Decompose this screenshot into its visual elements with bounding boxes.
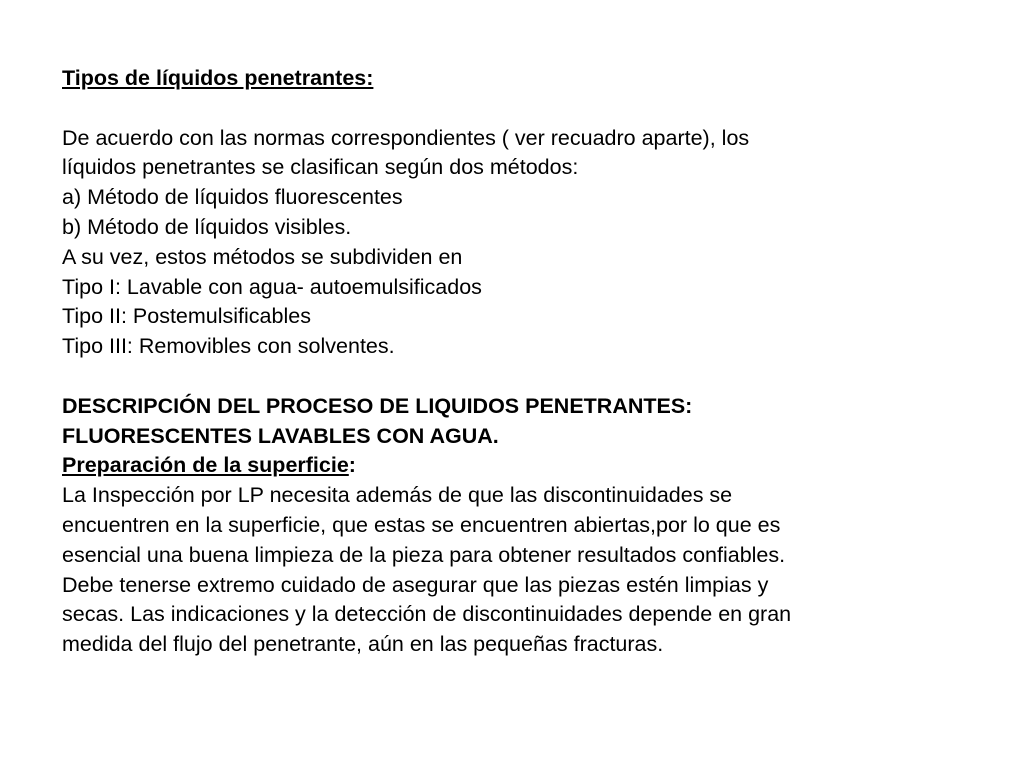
- body-line: A su vez, estos métodos se subdividen en: [62, 244, 463, 269]
- body-line: Tipo II: Postemulsificables: [62, 304, 311, 329]
- subheading-colon: :: [348, 453, 356, 478]
- body-line: b) Método de líquidos visibles.: [62, 214, 352, 239]
- subheading-line: [62, 451, 1002, 481]
- body-line: encuentren en la superficie, que estas se encuentren abiertas,por lo que es: [62, 512, 781, 537]
- body-line: Debe tenerse extremo cuidado de asegurar que las piezas estén limpias y: [62, 572, 769, 597]
- body-line: Tipo III: Removibles con solventes.: [62, 334, 395, 359]
- section-title: Tipos de líquidos penetrantes:: [62, 66, 374, 90]
- spacer: [62, 362, 1002, 392]
- process-heading: DESCRIPCIÓN DEL PROCESO DE LIQUIDOS PENETRANTES:: [62, 393, 693, 418]
- body-line: secas. Las indicaciones y la detección de discontinuidades depende en gran: [62, 602, 792, 627]
- spacer: [62, 94, 1002, 124]
- body-line: esencial una buena limpieza de la pieza para obtener resultados confiables.: [62, 542, 786, 567]
- body-line: De acuerdo con las normas correspondientes ( ver recuadro aparte), los: [62, 125, 750, 150]
- body-line: medida del flujo del penetrante, aún en las pequeñas fracturas.: [62, 632, 664, 657]
- body-line: Tipo I: Lavable con agua- autoemulsificados: [62, 274, 482, 299]
- body-line: La Inspección por LP necesita además de que las discontinuidades se: [62, 483, 733, 508]
- subheading: Preparación de la superficie: [62, 453, 349, 478]
- document-page: [62, 64, 1002, 660]
- process-heading-continued: FLUORESCENTES LAVABLES CON AGUA.: [62, 423, 499, 448]
- body-line: líquidos penetrantes se clasifican según dos métodos:: [62, 155, 579, 180]
- body-line: a) Método de líquidos fluorescentes: [62, 185, 403, 210]
